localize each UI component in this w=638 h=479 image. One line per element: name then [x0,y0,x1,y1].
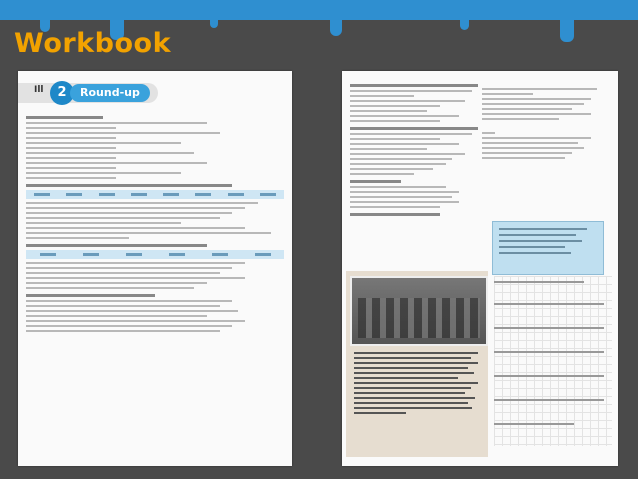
historical-photo [350,276,488,346]
reading-text [354,349,484,417]
question-line [494,303,604,305]
paint-drip [330,10,342,36]
workbook-page-right [342,71,618,466]
unit-number-badge: 2 [50,81,74,105]
paint-drip [560,10,574,42]
answer-grid [494,276,612,446]
exercise-text-block [26,111,284,335]
question-line [494,351,604,353]
workbook-page-left [18,71,292,466]
question-line [494,327,604,329]
question-line [494,399,604,401]
unit-prefix: Ill [34,85,44,95]
exercise-text-column-left [350,79,478,219]
paint-drip [210,10,218,28]
word-box [26,250,284,259]
slide-title: Workbook [14,28,172,59]
paint-drip-banner [0,0,638,20]
paint-drip [460,10,469,30]
question-line [494,375,604,377]
exercise-text-column-right [482,85,610,162]
unit-title: Round-up [70,84,150,102]
question-line [494,281,584,283]
answer-box [492,221,604,275]
word-box [26,190,284,199]
question-line [494,423,574,425]
